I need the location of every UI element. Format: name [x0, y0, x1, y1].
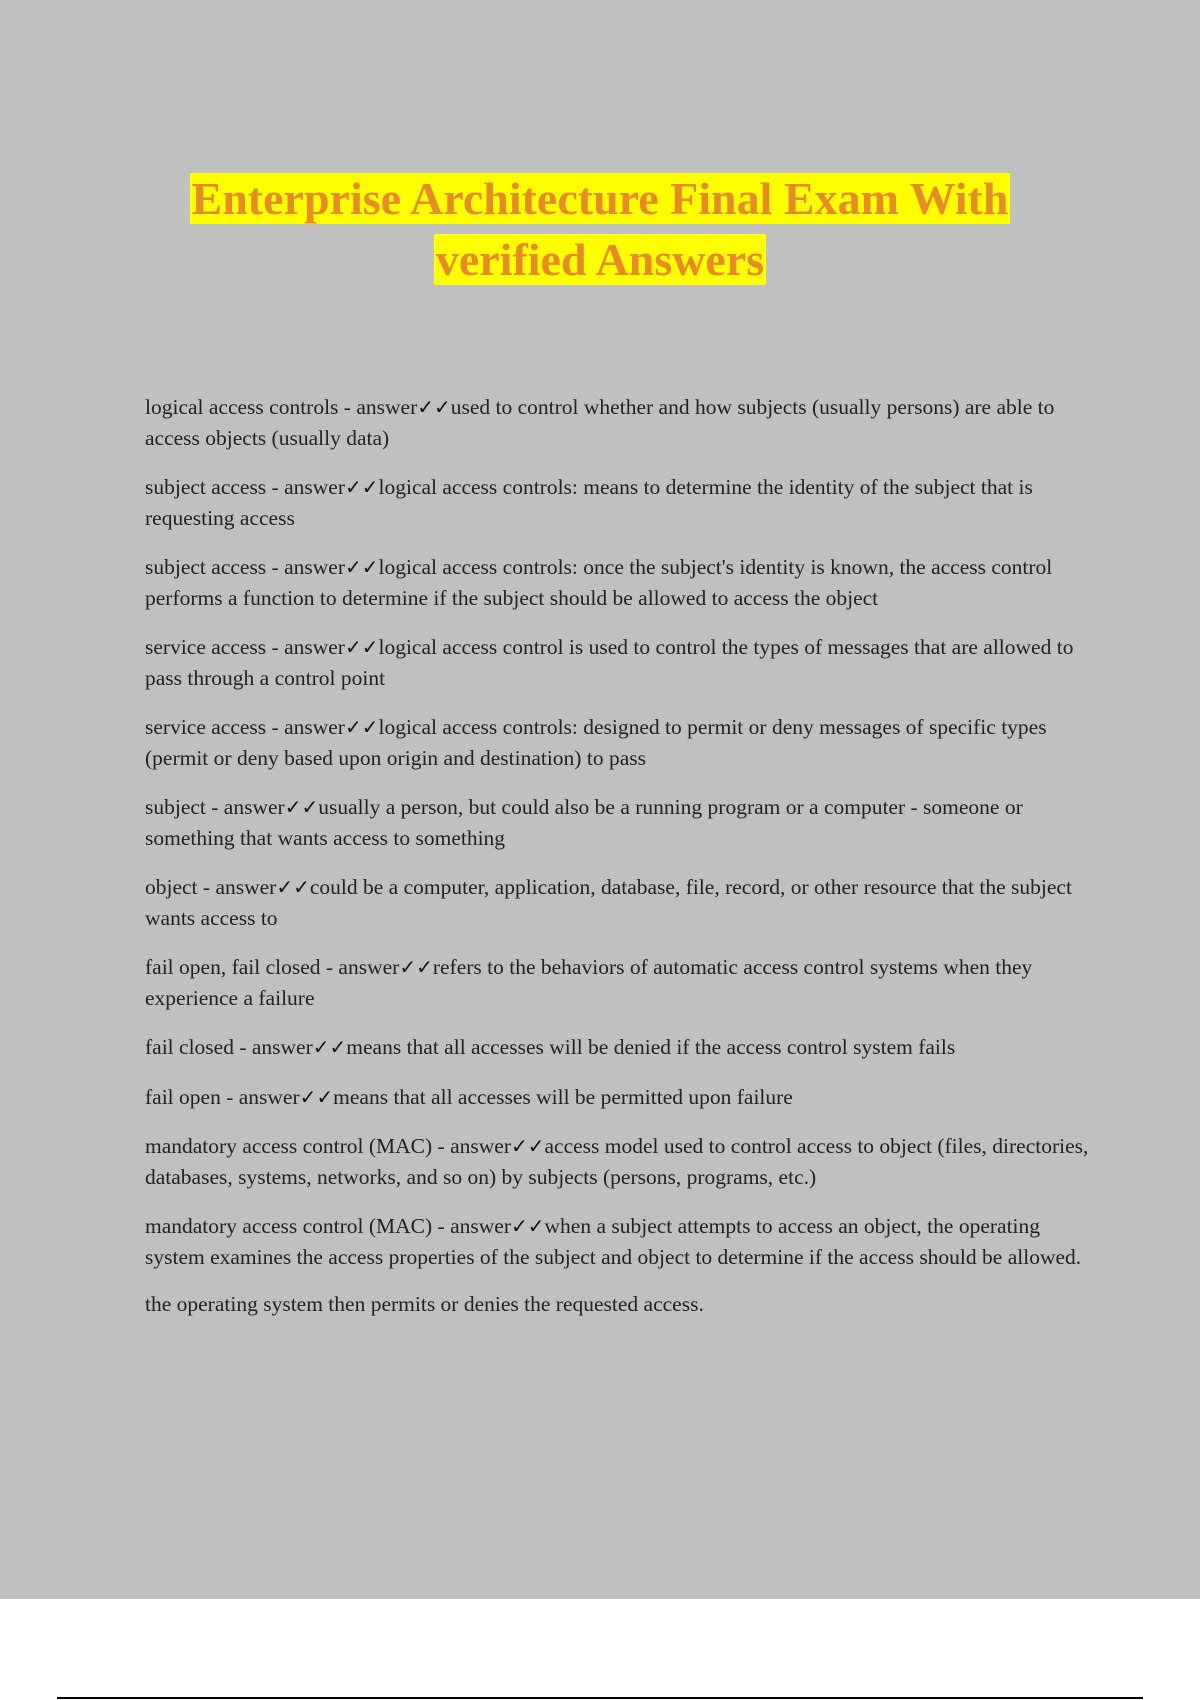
- qa-entry: [145, 1131, 1090, 1192]
- entry-definition: means that all accesses will be permitted upon failure: [333, 1084, 793, 1109]
- document-title: [100, 168, 1100, 290]
- qa-entry: [145, 1032, 1090, 1063]
- check-mark-icon: ✓✓: [284, 795, 319, 819]
- check-mark-icon: ✓✓: [344, 715, 379, 739]
- qa-entry: [145, 552, 1090, 613]
- closing-paragraph: the operating system then permits or denies the requested access.: [145, 1292, 704, 1316]
- entry-term: subject - answer: [145, 795, 285, 819]
- entry-term: mandatory access control (MAC) - answer: [145, 1214, 511, 1238]
- qa-entry: [145, 712, 1090, 773]
- check-mark-icon: ✓✓: [312, 1035, 347, 1059]
- check-mark-icon: ✓✓: [510, 1134, 545, 1158]
- entry-definition: could be a computer, application, database, file, record, or other resource that the subject wants access to: [145, 875, 1072, 930]
- entry-definition: used to control whether and how subjects (usually persons) are able to access objects (usually data): [145, 395, 1055, 450]
- entry-term: fail open, fail closed - answer: [145, 955, 400, 979]
- title-line-1: Enterprise Architecture Final Exam With: [191, 173, 1009, 224]
- entry-term: subject access - answer: [145, 555, 345, 579]
- document-body: [145, 392, 1090, 1339]
- footer-divider: [57, 1697, 1143, 1699]
- entry-term: fail open - answer: [145, 1084, 300, 1109]
- qa-entry: [145, 392, 1090, 453]
- check-mark-icon: ✓✓: [399, 955, 433, 979]
- title-line-2: verified Answers: [435, 234, 765, 285]
- qa-entry: [145, 472, 1090, 533]
- entry-definition: refers to the behaviors of automatic access control systems when they experience a failure: [145, 955, 1033, 1010]
- check-mark-icon: ✓✓: [299, 1084, 334, 1109]
- qa-entry: [145, 1082, 1090, 1113]
- check-mark-icon: ✓✓: [276, 875, 310, 899]
- entry-term: object - answer: [145, 875, 277, 899]
- entry-term: subject access - answer: [145, 475, 345, 499]
- entry-definition: logical access control is used to control the types of messages that are allowed to pass through a control point: [145, 635, 1074, 690]
- qa-entry: [145, 872, 1090, 933]
- entry-definition: when a subject attempts to access an object, the operating system examines the access properties of the subject and object to determine if the access should be allowed.: [145, 1214, 1082, 1269]
- check-mark-icon: ✓✓: [344, 475, 379, 499]
- qa-entry: [145, 792, 1090, 853]
- entry-term: service access - answer: [145, 715, 345, 739]
- check-mark-icon: ✓✓: [510, 1214, 545, 1238]
- entry-definition: access model used to control access to object (files, directories, databases, systems, networks, and so on) by subjects (persons, programs, etc.): [145, 1134, 1089, 1189]
- qa-entry: [145, 952, 1090, 1013]
- entry-definition: logical access controls: once the subject's identity is known, the access control performs a function to determine if the subject should be allowed to access the object: [145, 555, 1053, 610]
- qa-entry: [145, 1211, 1090, 1272]
- entry-term: mandatory access control (MAC) - answer: [145, 1134, 511, 1158]
- qa-entry: [145, 632, 1090, 693]
- entry-term: logical access controls - answer: [145, 395, 418, 419]
- entry-definition: means that all accesses will be denied if the access control system fails: [346, 1035, 956, 1059]
- check-mark-icon: ✓✓: [344, 635, 379, 659]
- check-mark-icon: ✓✓: [344, 555, 379, 579]
- entry-term: fail closed - answer: [145, 1035, 313, 1059]
- entry-definition: logical access controls: means to determine the identity of the subject that is requesting access: [145, 475, 1033, 530]
- entry-definition: usually a person, but could also be a running program or a computer - someone or something that wants access to something: [145, 795, 1023, 850]
- check-mark-icon: ✓✓: [417, 395, 451, 419]
- entry-term: service access - answer: [145, 635, 345, 659]
- entry-definition: logical access controls: designed to permit or deny messages of specific types (permit or deny based upon origin and destination) to pass: [145, 715, 1047, 770]
